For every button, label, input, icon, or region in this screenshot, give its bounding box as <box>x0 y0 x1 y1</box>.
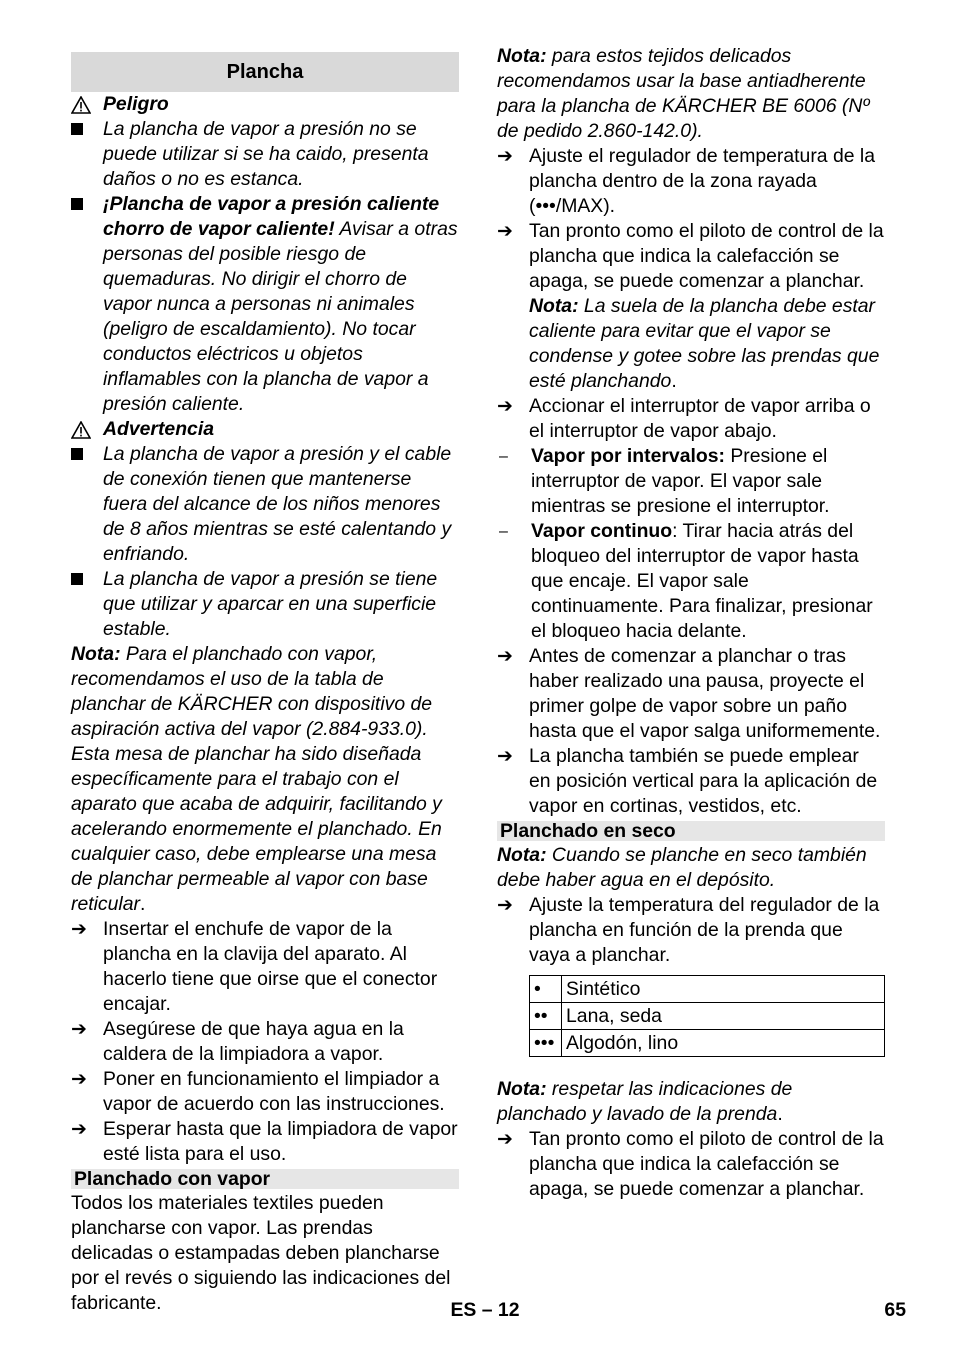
square-bullet-icon <box>71 123 83 135</box>
arrow-right-icon: ➔ <box>497 895 513 916</box>
arrow-right-icon: ➔ <box>497 146 513 167</box>
page-number: 65 <box>884 1299 906 1321</box>
dry-note: Nota: Cuando se planche en seco también debe haber agua en el depósito. <box>497 844 867 891</box>
steam-paragraph: Todos los materiales textiles pueden plancharse con vapor. Las prendas delicadas o estampadas deben plancharse por el revés o siguiendo las indicaciones del fabricante. <box>71 1192 451 1314</box>
step-item: ➔ Antes de comenzar a planchar o tras haber realizado una pausa, proyecte el primer golpe de vapor sobre un paño hasta que el vapor salga uniformemente. <box>497 645 881 742</box>
step-item: ➔ Tan pronto como el piloto de control de la plancha que indica la calefacción se apaga, se puede comenzar a planchar. Nota: La suela de la plancha debe estar caliente para evitar que el vapor se condense y gotee sobre las prendas que esté planchando. <box>497 220 884 392</box>
left-column <box>71 44 459 1316</box>
table-row: ••• Algodón, lino <box>530 1030 885 1057</box>
arrow-right-icon: ➔ <box>71 919 87 940</box>
warning-heading <box>71 417 459 442</box>
square-bullet-icon <box>71 573 83 585</box>
step-item: ➔ Ajuste la temperatura del regulador de la plancha en función de la prenda que vaya a planchar. <box>497 894 880 966</box>
warning-title: Advertencia <box>103 418 215 440</box>
soleplate-note: Nota: La suela de la plancha debe estar caliente para evitar que el vapor se condense y gotee sobre las prendas que esté planchando <box>529 295 880 392</box>
step-item: ➔ Ajuste el regulador de temperatura de la plancha dentro de la zona rayada (•••/MAX). <box>497 145 876 217</box>
step-item: ➔ La plancha también se puede emplear en posición vertical para la aplicación de vapor en cortinas, vestidos, etc. <box>497 745 878 817</box>
danger-heading <box>71 92 459 117</box>
section-heading-steam: Planchado con vapor <box>71 1169 459 1189</box>
danger-bullet: ¡Plancha de vapor a presión caliente chorro de vapor caliente! Avisar a otras personas del posible riesgo de quemaduras. No dirigir el chorro de vapor nunca a personas ni animales (peligro de escaldamiento). No tocar conductos eléctricos u objetos inflamables con la plancha de vapor a presión caliente. <box>71 192 459 417</box>
table-row: •• Lana, seda <box>530 1003 885 1030</box>
arrow-right-icon: ➔ <box>497 396 513 417</box>
arrow-right-icon: ➔ <box>497 221 513 242</box>
square-bullet-icon <box>71 448 83 460</box>
warning-bullet: La plancha de vapor a presión y el cable de conexión tienen que mantenerse fuera del alcance de los niños menores de 8 años mientras se esté calentando y enfriando. <box>71 442 459 567</box>
arrow-right-icon: ➔ <box>71 1019 87 1040</box>
dash-icon: – <box>499 523 508 540</box>
ironing-board-note: Nota: Para el planchado con vapor, recomendamos el uso de la tabla de planchar de KÄRCHER con dispositivo de aspiración activa del vapor (2.884-933.0). Esta mesa de planchar ha sido diseñada específicamente para el trabajo con el aparato que acaba de adquirir, facilitando y acelerando enormemente el planchado. En cualquier caso, debe emplearse una mesa de planchar permeable al vapor con base reticular. <box>71 643 442 915</box>
step-item: ➔ Asegúrese de que haya agua en la caldera de la limpiadora a vapor. <box>71 1018 404 1065</box>
step-item: ➔ Poner en funcionamiento el limpiador a vapor de acuerdo con las instrucciones. <box>71 1068 445 1115</box>
dash-item: – Vapor por intervalos: Presione el interruptor de vapor. El vapor sale mientras se presione el interruptor. <box>499 445 830 517</box>
care-label-note: Nota: respetar las indicaciones de planchado y lavado de la prenda. <box>497 1078 793 1125</box>
warning-bullet: La plancha de vapor a presión se tiene que utilizar y aparcar en una superficie estable. <box>71 567 459 642</box>
dash-item: – Vapor continuo: Tirar hacia atrás del bloqueo del interruptor de vapor hasta que encaje. El vapor sale continuamente. Para finalizar, presionar el bloqueo hacia delante. <box>499 520 873 642</box>
arrow-right-icon: ➔ <box>71 1069 87 1090</box>
arrow-right-icon: ➔ <box>497 1129 513 1150</box>
warning-triangle-icon <box>71 92 103 117</box>
step-item: ➔ Insertar el enchufe de vapor de la plancha en la clavija del aparato. Al hacerlo tiene que oirse que el conector encajar. <box>71 918 438 1015</box>
step-item: ➔ Tan pronto como el piloto de control de la plancha que indica la calefacción se apaga, se puede comenzar a planchar. <box>497 1128 884 1200</box>
warning-triangle-icon <box>71 417 103 442</box>
page-label: ES – 12 <box>450 1299 520 1321</box>
arrow-right-icon: ➔ <box>71 1119 87 1140</box>
temperature-table <box>529 975 885 1057</box>
delicate-note: Nota: para estos tejidos delicados recomendamos usar la base antiadherente para la plancha de KÄRCHER BE 6006 (Nº de pedido 2.860-142.0). <box>497 45 870 142</box>
section-heading-dry: Planchado en seco <box>497 821 885 841</box>
arrow-right-icon: ➔ <box>497 646 513 667</box>
right-column <box>497 44 885 1202</box>
arrow-right-icon: ➔ <box>497 746 513 767</box>
step-item: ➔ Esperar hasta que la limpiadora de vapor esté lista para el uso. <box>71 1118 458 1165</box>
square-bullet-icon <box>71 198 83 210</box>
danger-bullet: La plancha de vapor a presión no se puede utilizar si se ha caido, presenta daños o no es estanca. <box>71 117 459 192</box>
section-heading-plancha: Plancha <box>71 52 459 92</box>
table-row: • Sintético <box>530 976 885 1003</box>
dash-icon: – <box>499 448 508 465</box>
step-item: ➔ Accionar el interruptor de vapor arriba o el interruptor de vapor abajo. <box>497 395 871 442</box>
danger-title: Peligro <box>103 93 169 115</box>
